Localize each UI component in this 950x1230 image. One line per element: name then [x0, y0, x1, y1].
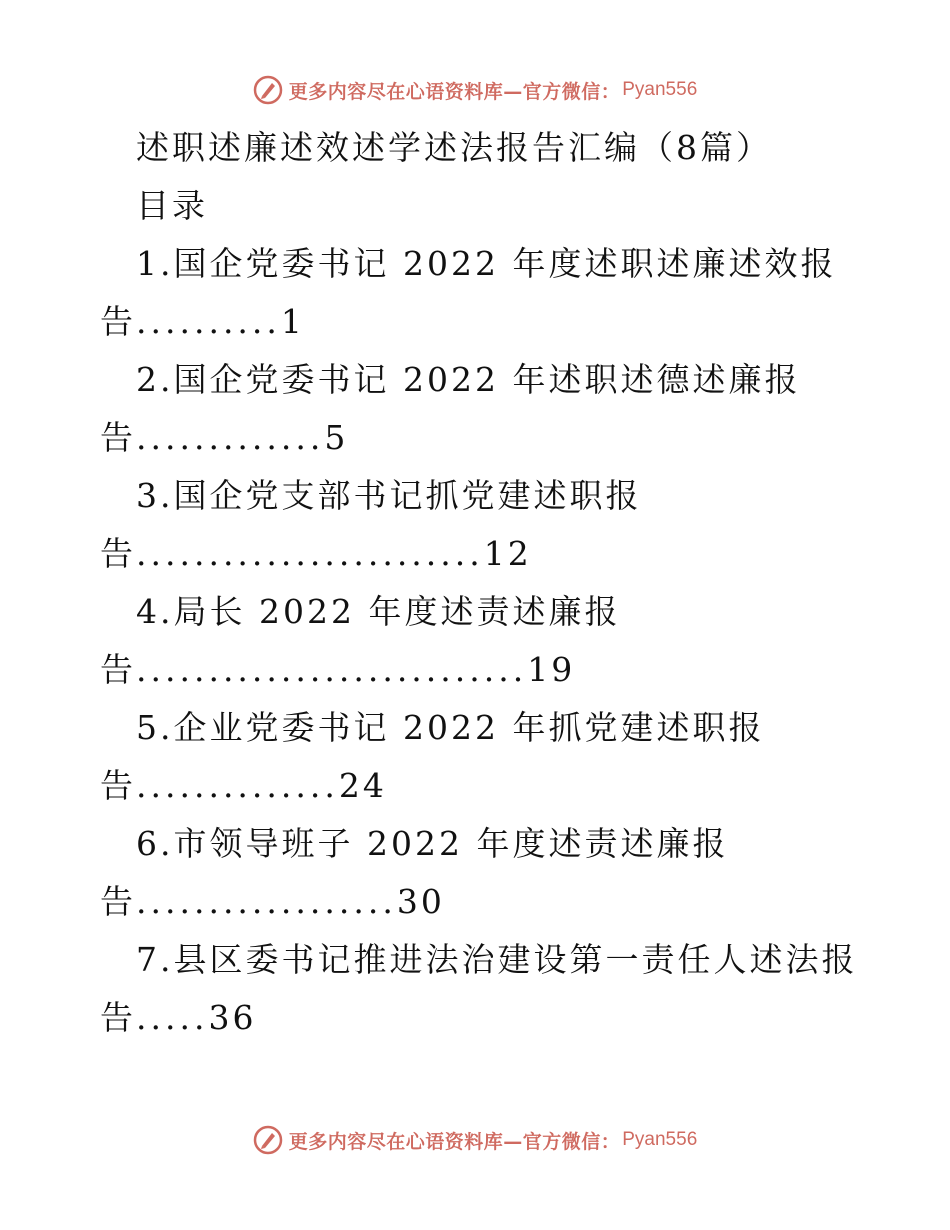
toc-entry-tail: 告: [100, 302, 136, 341]
toc-entry-continuation: [100, 996, 256, 1040]
toc-page-number: 1: [280, 302, 305, 341]
toc-entry-title: 2.国企党委书记 2022 年述职述德述廉报: [136, 360, 801, 399]
pen-logo-icon: [253, 1125, 283, 1155]
document-title: 述职述廉述效述学述法报告汇编（8篇）: [136, 128, 772, 167]
toc-page-number: 36: [208, 998, 257, 1037]
toc-leader-dots: .............: [136, 418, 325, 457]
toc-entry-continuation: [100, 532, 532, 576]
toc-leader-dots: ..................: [136, 882, 397, 921]
toc-entry-continuation: [100, 764, 387, 808]
toc-entry-tail: 告: [100, 998, 136, 1037]
toc-entry-title: 3.国企党支部书记抓党建述职报: [136, 476, 642, 515]
toc-entry-tail: 告: [100, 418, 136, 457]
toc-leader-dots: ...........................: [136, 650, 528, 689]
toc-entry-title: 5.企业党委书记 2022 年抓党建述职报: [136, 708, 765, 747]
watermark-footer: [0, 1120, 950, 1160]
toc-entry-title: 4.局长 2022 年度述责述廉报: [136, 592, 621, 631]
toc-entry-continuation: [100, 880, 445, 924]
pen-logo-icon: [253, 75, 283, 105]
toc-entry-continuation: [100, 300, 305, 344]
toc-leader-dots: ........................: [136, 534, 484, 573]
toc-entry-tail: 告: [100, 650, 136, 689]
toc-leader-dots: ..............: [136, 766, 339, 805]
toc-entry-continuation: [100, 416, 348, 460]
toc-entry-continuation: [100, 648, 575, 692]
toc-entry-tail: 告: [100, 766, 136, 805]
toc-entry-title: 6.市领导班子 2022 年度述责述廉报: [136, 824, 729, 863]
toc-entry-title: 1.国企党委书记 2022 年度述职述廉述效报: [136, 244, 837, 283]
watermark-wechat-id: Pyan556: [622, 79, 698, 100]
toc-leader-dots: ..........: [136, 302, 281, 341]
watermark-header: [0, 70, 950, 110]
toc-heading: 目录: [136, 186, 208, 225]
toc-entry-tail: 告: [100, 882, 136, 921]
toc-page-number: 24: [338, 766, 387, 805]
toc-page-number: 12: [483, 534, 532, 573]
watermark-text: 更多内容尽在心语资料库—官方微信：: [288, 80, 621, 103]
toc-page-number: 5: [324, 418, 349, 457]
toc-entry-title: 7.县区委书记推进法治建设第一责任人述法报: [136, 940, 858, 979]
toc-entry-tail: 告: [100, 534, 136, 573]
toc-leader-dots: .....: [136, 998, 209, 1037]
toc-page-number: 30: [396, 882, 445, 921]
toc-page-number: 19: [527, 650, 576, 689]
watermark-text: 更多内容尽在心语资料库—官方微信：: [288, 1130, 621, 1153]
watermark-wechat-id: Pyan556: [622, 1129, 698, 1150]
